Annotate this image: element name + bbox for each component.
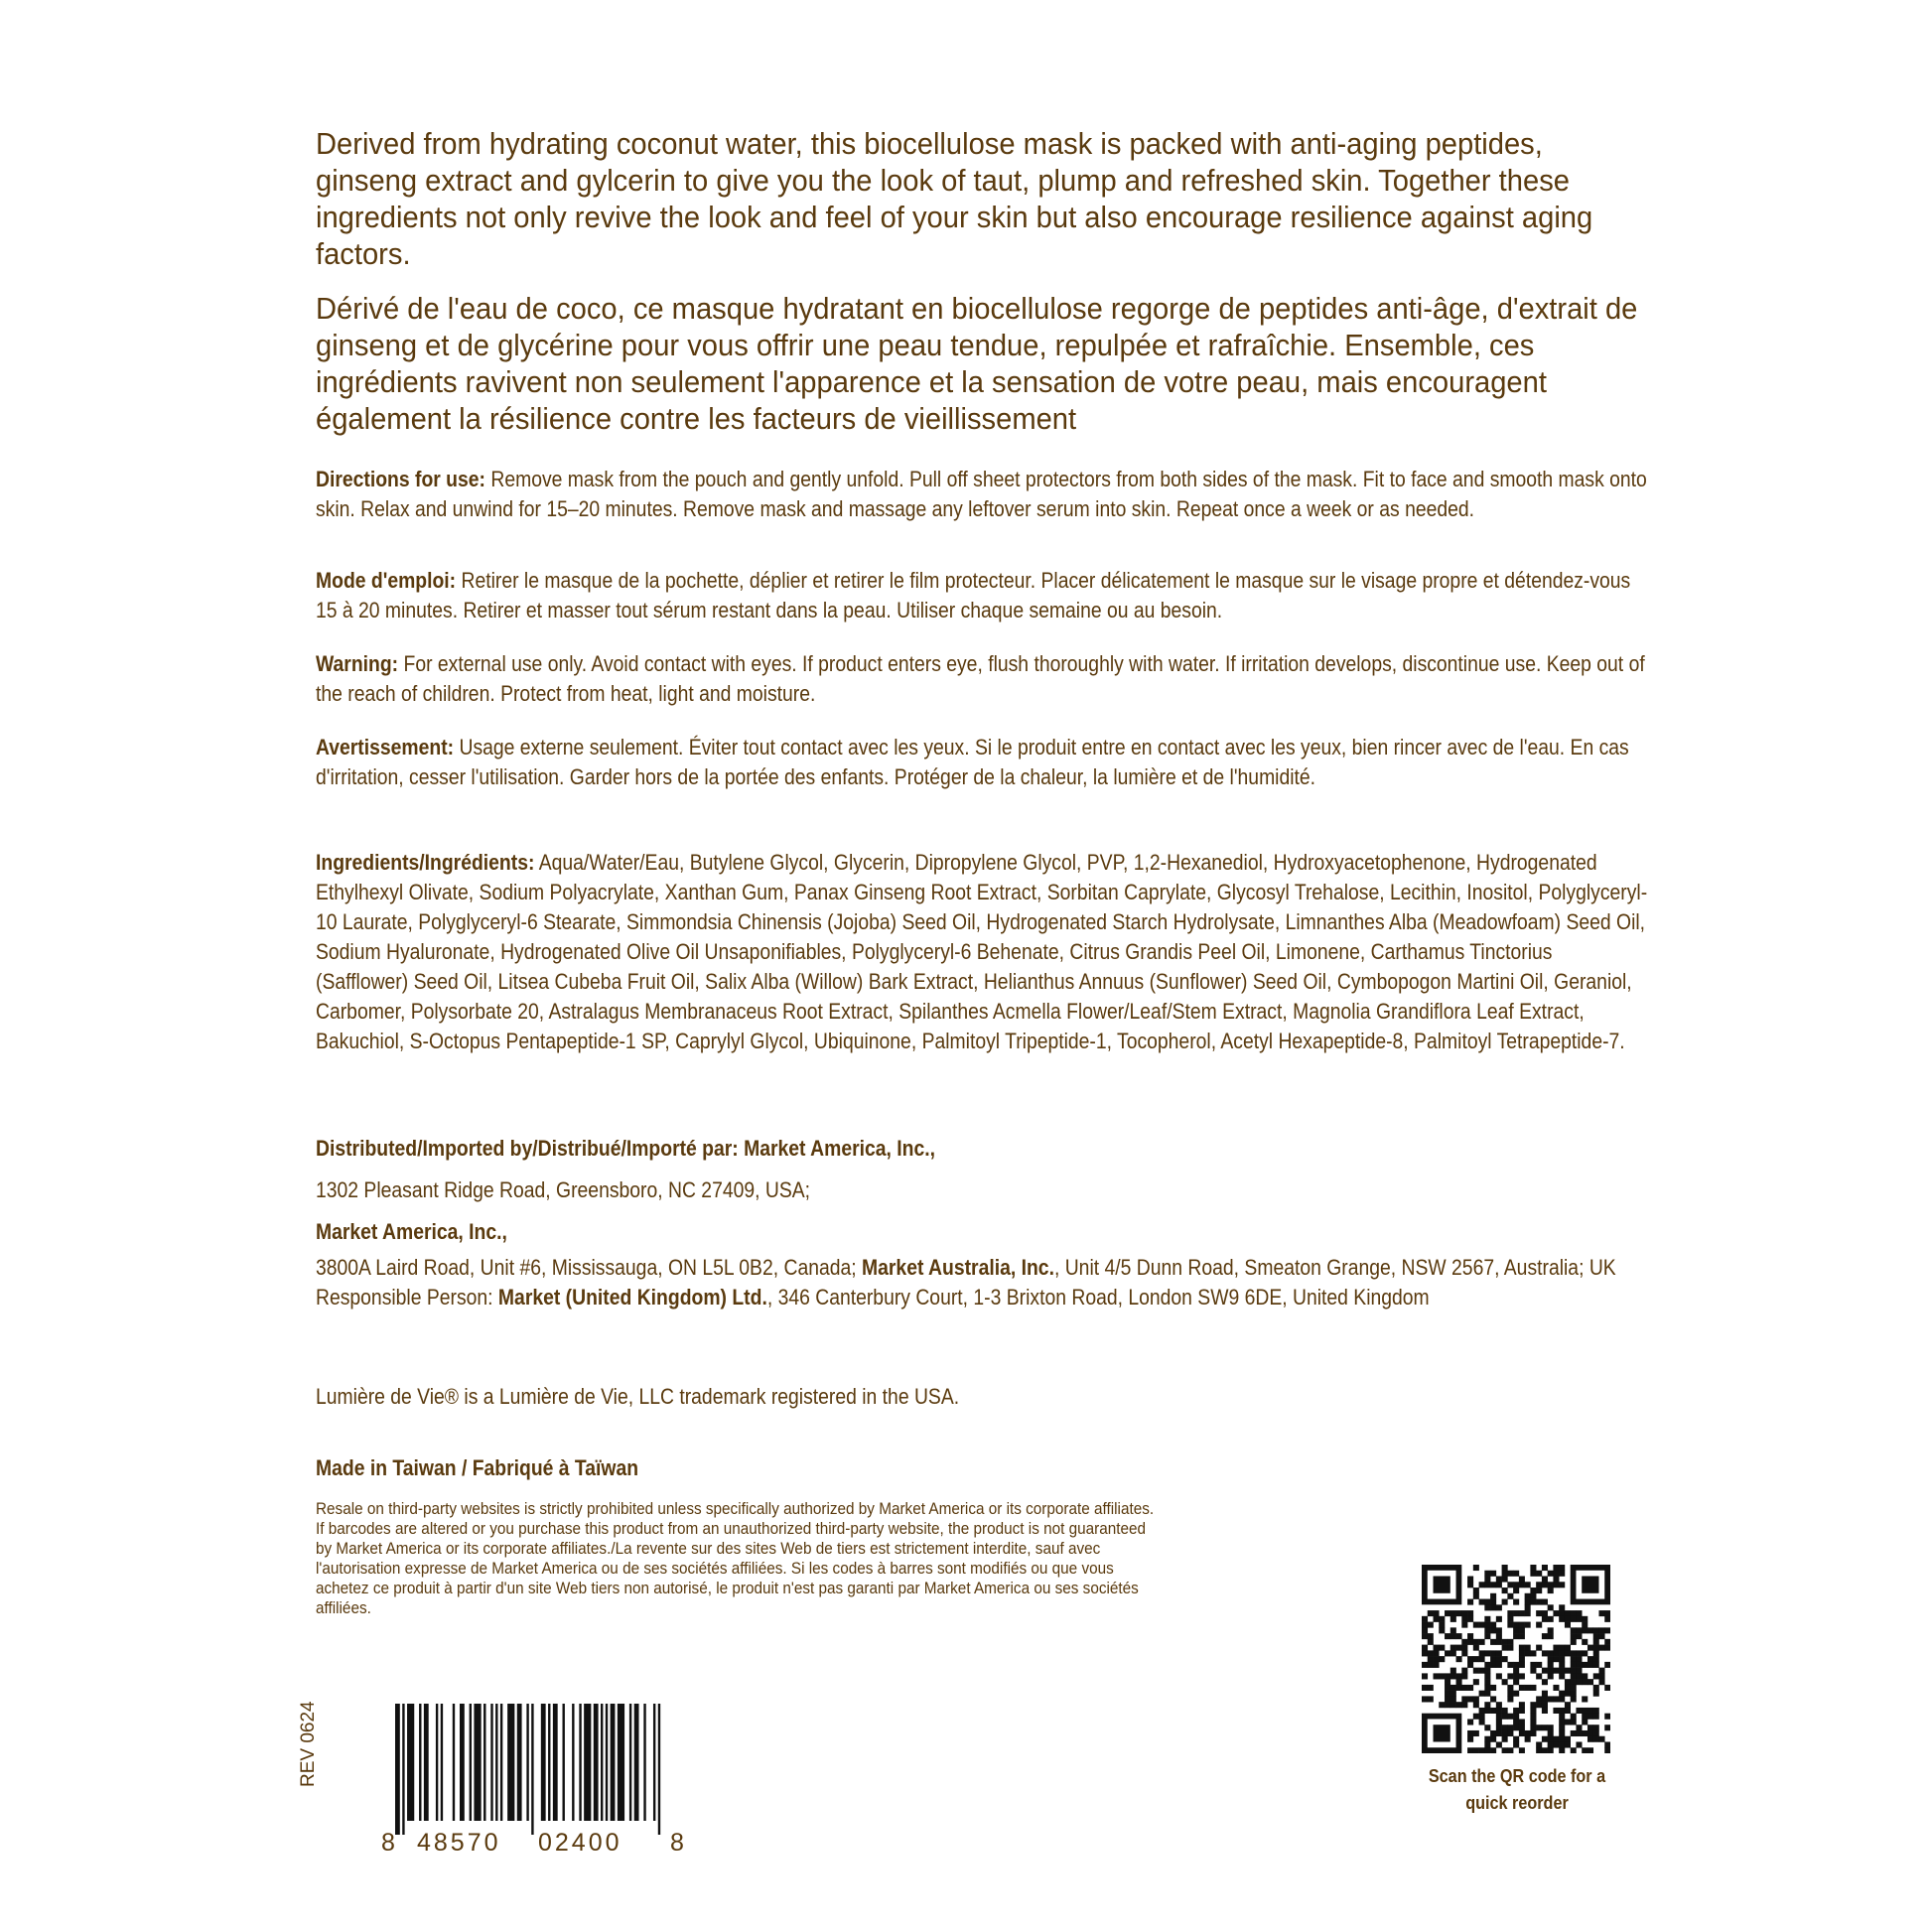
made-in: [316, 1453, 1648, 1483]
mode-emploi-section: [316, 566, 1648, 625]
address-us-text: 1302 Pleasant Ridge Road, Greensboro, NC 27409, USA;: [316, 1177, 811, 1202]
address-au-text: , Unit 4/5 Dunn Road, Smeaton Grange, NSW 2567, Australia; UK Responsible Person:: [316, 1255, 1616, 1310]
au-name-text: Market Australia, Inc.: [862, 1255, 1054, 1280]
barcode-right-group: 02400: [538, 1829, 622, 1857]
qr-code[interactable]: [1422, 1565, 1610, 1753]
intro-english-text: Derived from hydrating coconut water, this biocellulose mask is packed with anti-aging peptides, ginseng extract and gylcerin to give you the look of taut, plump and refreshed skin. Together these ingredients not only revive the look and feel of your skin but also encourage resilience against aging factors.: [316, 126, 1593, 271]
ingredients-text: Aqua/Water/Eau, Butylene Glycol, Glycerin, Dipropylene Glycol, PVP, 1,2-Hexanediol, Hydroxyacetophenone, Hydrogenated Ethylhexyl Olivate, Sodium Polyacrylate, Xanthan Gum, Panax Ginseng Root Extract, Sorbitan Caprylate, Glycosyl Trehalose, Lecithin, Inositol, Polyglyceryl-10 Laurate, Polyglyceryl-6 Stearate, Simmondsia Chinensis (Jojoba) Seed Oil, Hydrogenated Starch Hydrolysate, Limnanthes Alba (Meadowfoam) Seed Oil, Sodium Hyaluronate, Hydrogenated Olive Oil Unsaponifiables, Polyglyceryl-6 Behenate, Citrus Grandis Peel Oil, Limonene, Carthamus Tinctorius (Safflower) Seed Oil, Litsea Cubeba Fruit Oil, Salix Alba (Willow) Bark Extract, Helianthus Annuus (Sunflower) Seed Oil, Cymbopogon Martini Oil, Geraniol, Carbomer, Polysorbate 20, Astralagus Membranaceus Root Extract, Spilanthes Acmella Flower/Leaf/Stem Extract, Magnolia Grandiflora Leaf Extract, Bakuchiol, S-Octopus Pentapeptide-1 SP, Caprylyl Glycol, Ubiquinone, Palmitoyl Tripeptide-1, Tocopherol, Acetyl Hexapeptide-8, Palmitoyl Tetrapeptide-7.: [316, 850, 1648, 1053]
distributor-addresses-intl: [316, 1253, 1648, 1312]
resale-text: Resale on third-party websites is strictly prohibited unless specifically authorized by Market America or its corporate affiliates. If barcodes are altered or you purchase this product from an unauthorized third-party website, the product is not guaranteed by Market America or its corporate affiliates./La revente sur des sites Web de tiers est strictement interdite, sauf avec l'autorisation expresse de Market America ou de ses sociétés affiliées. Si les codes à barres sont modifiés ou que vous achetez ce produit à partir d'un site Web tiers non autorisé, le produit n'est pas garanti par Market America ou ses sociétés affiliées.: [316, 1499, 1155, 1617]
ingredients-section: [316, 848, 1648, 1056]
mode-emploi-text: Retirer le masque de la pochette, déplier et retirer le film protecteur. Placer délicatement le masque sur le visage propre et détendez-vous 15 à 20 minutes. Retirer et masser tout sérum restant dans la peau. Utiliser chaque semaine ou au besoin.: [316, 568, 1631, 622]
revision-code: [298, 1701, 320, 1787]
intro-french-text: Dérivé de l'eau de coco, ce masque hydratant en biocellulose regorge de peptides anti-âge, d'extrait de ginseng et de glycérine pour vous offrir une peau tendue, repulpée et rafraîchie. Ensemble, ces ingrédients ravivent non seulement l'apparence et la sensation de votre peau, mais encouragent également la résilience contre les facteurs de vieillissement: [316, 291, 1638, 436]
made-in-text: Made in Taiwan / Fabriqué à Taïwan: [316, 1455, 639, 1480]
distributor-heading: [316, 1134, 1648, 1164]
directions-section: [316, 465, 1648, 524]
directions-text: Remove mask from the pouch and gently unfold. Pull off sheet protectors from both sides of the mask. Fit to face and smooth mask onto skin. Relax and unwind for 15–20 minutes. Remove mask and massage any leftover serum into skin. Repeat once a week or as needed.: [316, 467, 1647, 521]
warning-label: Warning:: [316, 651, 399, 676]
intro-french: [316, 290, 1641, 437]
address-ca-text: 3800A Laird Road, Unit #6, Mississauga, ON L5L 0B2, Canada;: [316, 1255, 863, 1280]
avertissement-section: [316, 733, 1648, 792]
barcode: [395, 1704, 665, 1835]
resale-notice: [316, 1499, 1165, 1618]
uk-name-text: Market (United Kingdom) Ltd.: [497, 1285, 767, 1310]
warning-text: For external use only. Avoid contact with eyes. If product enters eye, flush thoroughly with water. If irritation develops, discontinue use. Keep out of the reach of children. Protect from heat, light and moisture.: [316, 651, 1645, 706]
address-uk-text: , 346 Canterbury Court, 1-3 Brixton Road, London SW9 6DE, United Kingdom: [766, 1285, 1430, 1310]
barcode-lead-digit: 8: [381, 1829, 395, 1857]
distributor-address-us: [316, 1175, 1648, 1205]
trademark-notice: [316, 1382, 1648, 1412]
distributor-heading-2: [316, 1217, 1648, 1247]
barcode-check-digit: 8: [670, 1829, 684, 1857]
barcode-left-group: 48570: [417, 1829, 501, 1857]
qr-code-graphic: [1422, 1565, 1610, 1753]
directions-label: Directions for use:: [316, 467, 485, 491]
avertissement-text: Usage externe seulement. Éviter tout contact avec les yeux. Si le produit entre en contact avec les yeux, bien rincer avec de l'eau. En cas d'irritation, cesser l'utilisation. Garder hors de la portée des enfants. Protéger de la chaleur, la lumière et de l'humidité.: [316, 735, 1629, 789]
revision-text: REV 0624: [298, 1701, 319, 1787]
ingredients-label: Ingredients/Ingrédients:: [316, 850, 535, 875]
qr-caption-text: Scan the QR code for a quick reorder: [1428, 1766, 1606, 1813]
barcode-graphic: [395, 1704, 665, 1835]
trademark-text: Lumière de Vie® is a Lumière de Vie, LLC trademark registered in the USA.: [316, 1384, 960, 1409]
intro-english: [316, 125, 1641, 272]
qr-caption: [1412, 1763, 1622, 1817]
avertissement-label: Avertissement:: [316, 735, 455, 759]
mode-emploi-label: Mode d'emploi:: [316, 568, 457, 593]
distributor-heading-2-text: Market America, Inc.,: [316, 1219, 507, 1244]
warning-section: [316, 649, 1648, 709]
distributor-heading-text: Distributed/Imported by/Distribué/Importé par: Market America, Inc.,: [316, 1136, 935, 1161]
